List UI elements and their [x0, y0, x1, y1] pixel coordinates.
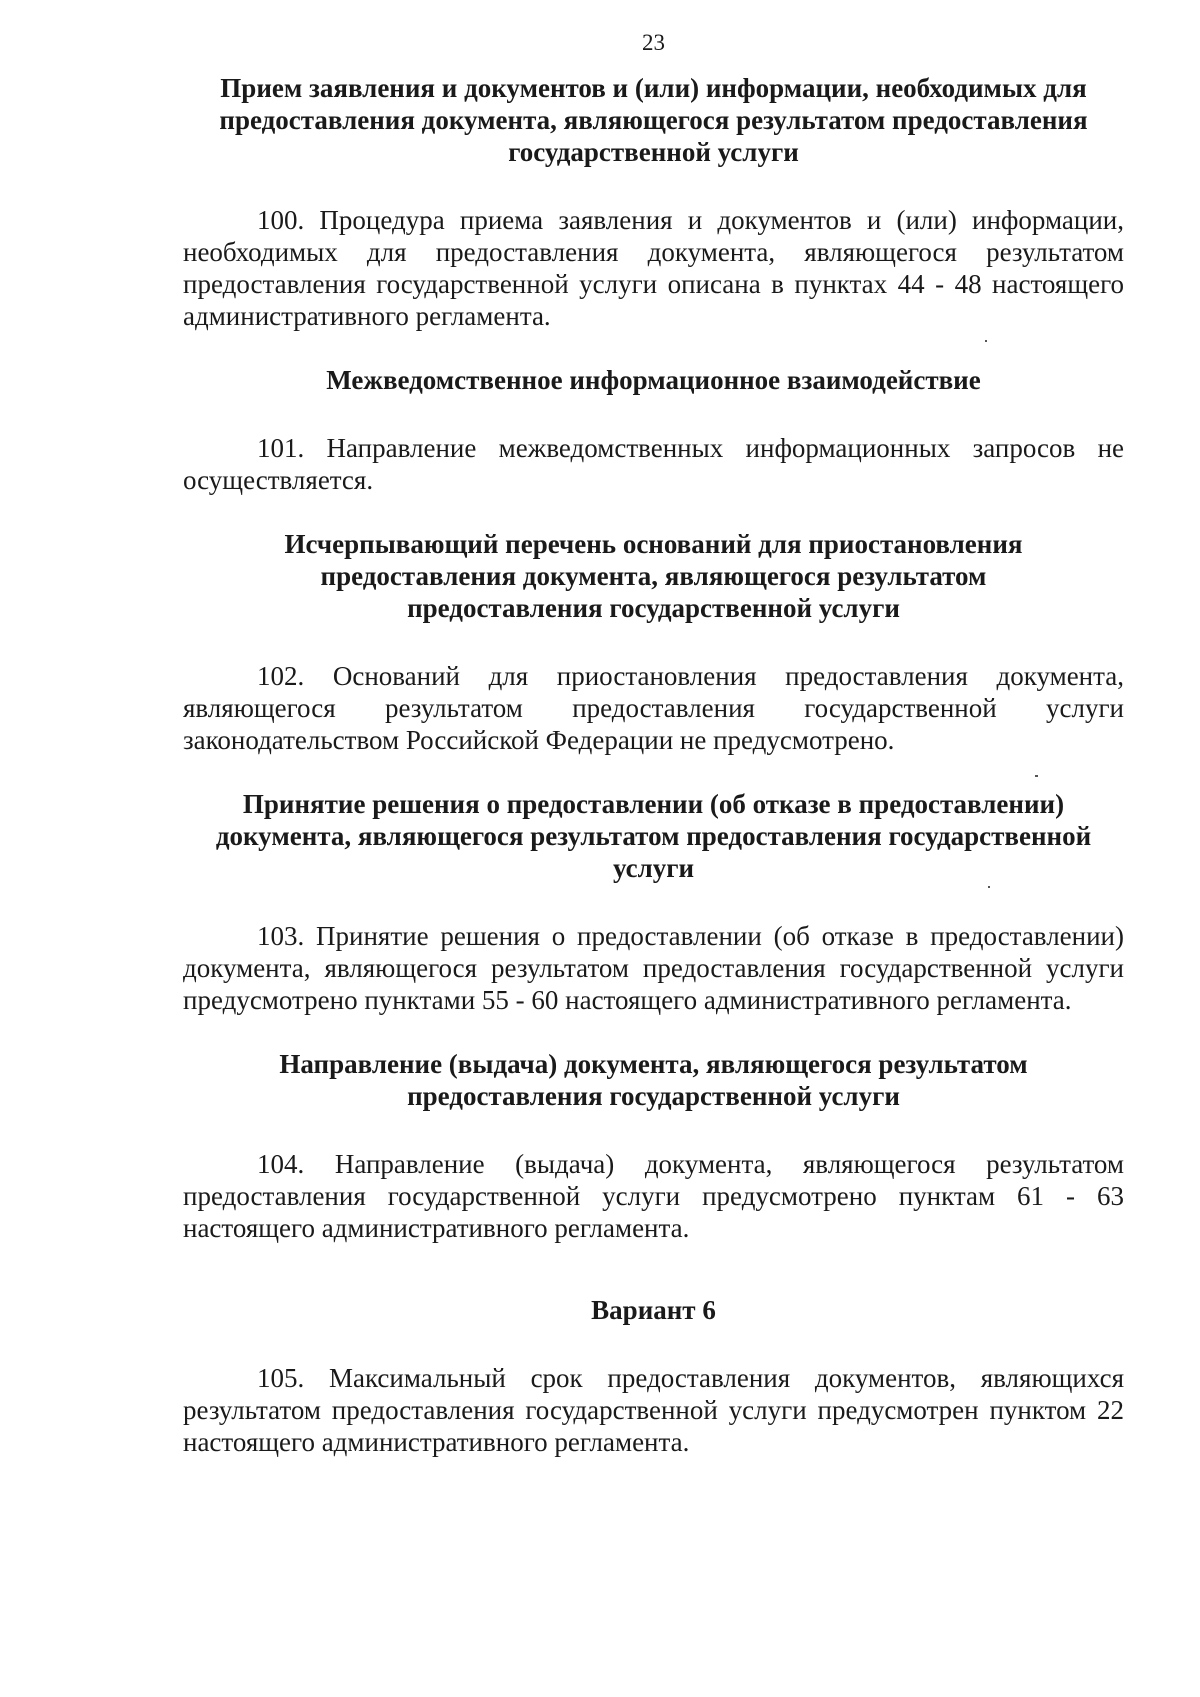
heading-line: предоставления государственной услуги — [407, 593, 900, 623]
heading-line: государственной услуги — [508, 137, 799, 167]
heading-line: Исчерпывающий перечень оснований для приостановления — [284, 529, 1023, 559]
heading-line: Направление (выдача) документа, являющегося результатом — [279, 1049, 1028, 1079]
paragraph-102: 102. Оснований для приостановления предоставления документа, являющегося результатом предоставления государственной услуги законодательством Российской Федерации не предусмотрено. — [183, 661, 1124, 755]
heading-line: предоставления документа, являющегося результатом предоставления — [219, 105, 1088, 135]
section-heading-interagency — [183, 364, 1124, 396]
scan-speck — [988, 886, 990, 888]
heading-line: Принятие решения о предоставлении (об отказе в предоставлении) — [242, 789, 1065, 819]
section-heading-reception — [183, 72, 1124, 168]
heading-line: предоставления документа, являющегося результатом — [320, 561, 987, 591]
paragraph-103: 103. Принятие решения о предоставлении (об отказе в предоставлении) документа, являющегося результатом предоставления государственной услуги предусмотрено пунктами 55 - 60 настоящего административного регламента. — [183, 921, 1124, 1015]
heading-line: документа, являющегося результатом предоставления государственной — [215, 821, 1092, 851]
paragraph-100: 100. Процедура приема заявления и документов и (или) информации, необходимых для предоставления документа, являющегося результатом предоставления государственной услуги описана в пунктах 44 - 48 настоящего административного регламента. — [183, 205, 1124, 331]
heading-line: Межведомственное информационное взаимодействие — [326, 365, 981, 395]
heading-line: Прием заявления и документов и (или) информации, необходимых для — [220, 73, 1087, 103]
page-number: 23 — [642, 30, 665, 55]
paragraph-104: 104. Направление (выдача) документа, являющегося результатом предоставления государственной услуги предусмотрено пунктам 61 - 63 настоящего административного регламента. — [183, 1149, 1124, 1243]
paragraph-101: 101. Направление межведомственных информационных запросов не осуществляется. — [183, 433, 1124, 495]
scan-speck — [985, 340, 987, 342]
heading-line: услуги — [612, 853, 695, 883]
document-page — [183, 28, 1124, 1458]
scan-speck — [1035, 775, 1038, 777]
section-heading-issuance — [183, 1048, 1124, 1112]
heading-line: предоставления государственной услуги — [407, 1081, 900, 1111]
paragraph-105: 105. Максимальный срок предоставления документов, являющихся результатом предоставления государственной услуги предусмотрен пунктом 22 настоящего административного регламента. — [183, 1363, 1124, 1457]
section-heading-decision — [183, 788, 1124, 884]
section-heading-suspension — [183, 528, 1124, 624]
section-heading-variant-6 — [183, 1294, 1124, 1326]
heading-line: Вариант 6 — [591, 1295, 716, 1325]
